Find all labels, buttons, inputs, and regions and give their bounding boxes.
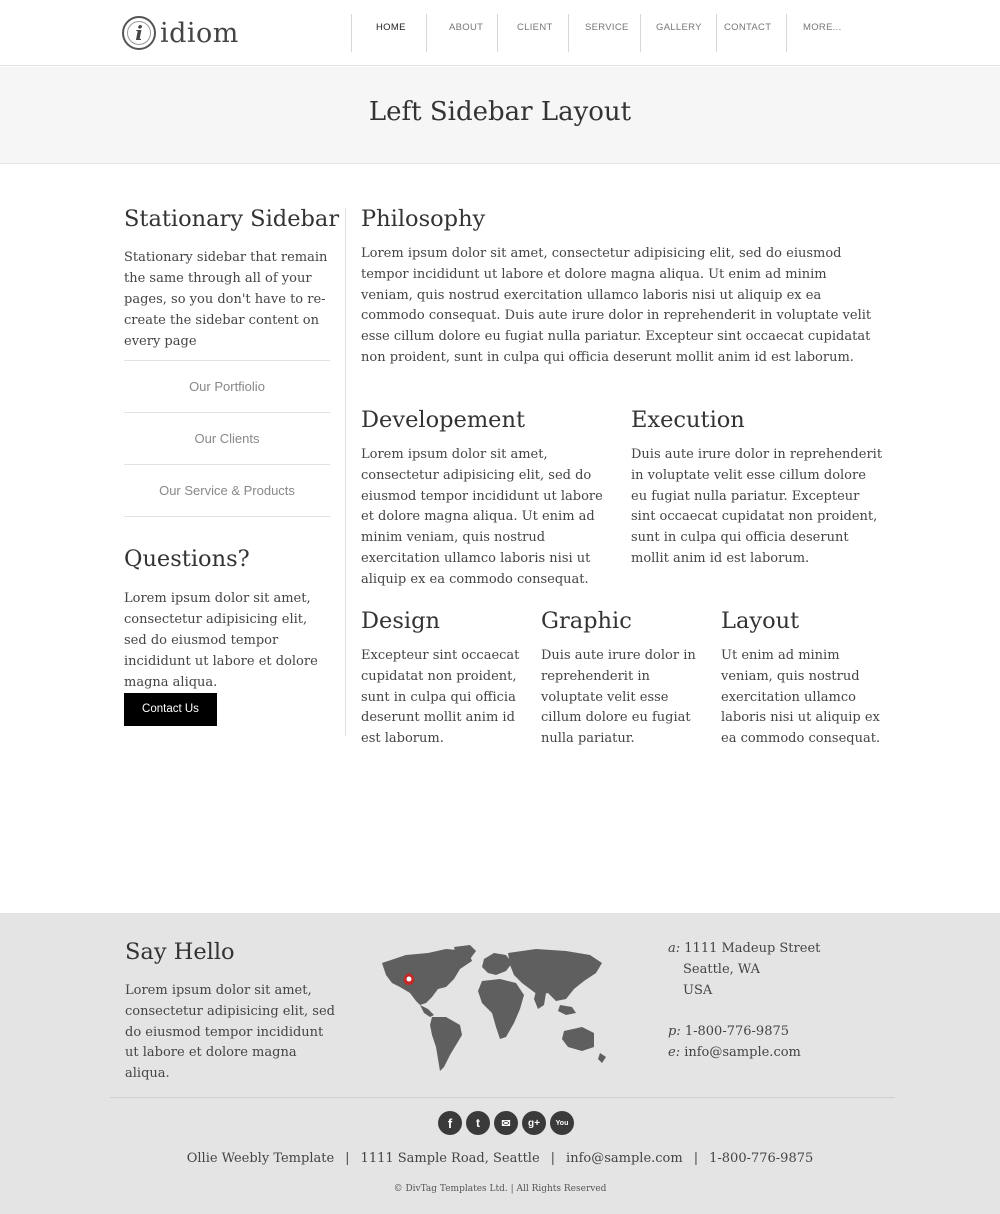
nav-gallery[interactable] — [640, 14, 716, 52]
address-line3: USA — [683, 982, 713, 998]
nav-label: CONTACT — [724, 22, 772, 33]
section-text: Duis aute irure dolor in reprehenderit in voluptate velit esse cillum dolore eu fugiat nulla pariatur. — [541, 648, 696, 747]
nav-label: SERVICE — [585, 22, 629, 33]
questions-text: Lorem ipsum dolor sit amet, consectetur adipisicing elit, sed do eiusmod tempor incididunt ut labore et dolore magna aliqua. — [124, 591, 318, 690]
sidebar-item-portfolio[interactable]: Our Portfiolio — [124, 361, 330, 413]
nav-contact[interactable] — [716, 14, 786, 52]
phone-label: p: — [668, 1024, 681, 1040]
design-section — [361, 608, 523, 750]
nav-client[interactable] — [497, 14, 568, 52]
email-icon[interactable]: ✉ — [494, 1111, 518, 1135]
sidebar-item-services[interactable]: Our Service & Products — [124, 465, 330, 517]
nav-label: GALLERY — [656, 22, 702, 33]
facebook-icon[interactable]: f — [438, 1111, 462, 1135]
world-map-icon — [376, 943, 612, 1073]
nav-label: MORE... — [803, 22, 842, 33]
link-separator: | — [345, 1151, 350, 1166]
sidebar-title: Stationary Sidebar — [124, 206, 340, 232]
graphic-section — [541, 608, 706, 750]
sidebar-divider — [345, 208, 346, 736]
section-title: Graphic — [541, 608, 632, 634]
site-footer — [0, 913, 1000, 1214]
nav-label: ABOUT — [449, 22, 484, 33]
sidebar-item-clients[interactable]: Our Clients — [124, 413, 330, 465]
site-header — [0, 0, 1000, 66]
email-label: e: — [668, 1044, 681, 1060]
section-text: Duis aute irure dolor in reprehenderit in voluptate velit esse cillum dolore eu fugiat nulla pariatur. Excepteur sint occaecat cupidatat non proident, sunt in culpa qui officia deserunt mollit anim id est laborum. — [631, 447, 883, 566]
youtube-icon[interactable]: You — [550, 1111, 574, 1135]
footer-links — [0, 1151, 1000, 1166]
footer-phone: 1-800-776-9875 — [684, 1024, 790, 1040]
section-title: Layout — [721, 608, 800, 634]
copyright: © DivTag Templates Ltd. | All Rights Reserved — [393, 1184, 607, 1194]
sidebar-menu — [124, 360, 330, 517]
nav-home[interactable] — [351, 14, 427, 52]
execution-section — [631, 407, 883, 570]
sidebar-text: Stationary sidebar that remain the same through all of your pages, so you don't have to re-create the sidebar content on every page — [124, 250, 328, 349]
section-title: Developement — [361, 407, 526, 433]
page-title: Left Sidebar Layout — [368, 97, 632, 127]
section-title: Execution — [631, 407, 745, 433]
footer-text: Lorem ipsum dolor sit amet, consectetur adipisicing elit, sed do eiusmod tempor incididunt ut labore et dolore magna aliqua. — [125, 983, 335, 1082]
page-banner — [0, 67, 1000, 164]
questions-title: Questions? — [124, 546, 250, 572]
address-line1: 1111 Madeup Street — [684, 941, 821, 956]
section-text: Ut enim ad minim veniam, quis nostrud exercitation ullamco laboris nisi ut aliquip ex ea commodo consequat. — [721, 648, 881, 747]
footer-address — [668, 939, 820, 1064]
nav-about[interactable] — [426, 14, 497, 52]
address-line2: Seattle, WA — [683, 961, 761, 977]
layout-section — [721, 608, 883, 750]
social-links — [438, 1111, 574, 1135]
logo-text: idiom — [160, 17, 239, 49]
footer-email[interactable]: info@sample.com — [684, 1044, 801, 1060]
logo[interactable] — [122, 14, 239, 52]
nav-service[interactable] — [568, 14, 640, 52]
section-text: Lorem ipsum dolor sit amet, consectetur adipisicing elit, sed do eiusmod tempor incididunt ut labore et dolore magna aliqua. Ut enim ad minim veniam, quis nostrud exercitation ullamco laboris nisi ut aliquip ex ea commodo consequat. Duis aute irure dolor in reprehenderit in voluptate velit esse cillum dolore eu fugiat nulla pariatur. Excepteur sint occaecat cupidatat non proident, sunt in culpa qui officia deserunt mollit anim id est laborum. — [361, 246, 872, 365]
footer-link-email[interactable]: info@sample.com — [566, 1151, 683, 1166]
section-title: Philosophy — [361, 206, 486, 232]
section-text: Lorem ipsum dolor sit amet, consectetur adipisicing elit, sed do eiusmod tempor incididunt ut labore et dolore magna aliqua. Ut enim ad minim veniam, quis nostrud exercitation ullamco laboris nisi ut aliquip ex ea commodo consequat. — [361, 447, 603, 587]
section-title: Design — [361, 608, 440, 634]
link-separator: | — [550, 1151, 556, 1166]
footer-link-template[interactable]: Ollie Weebly Template — [186, 1151, 335, 1166]
footer-divider — [110, 1097, 895, 1098]
google-plus-icon[interactable]: g+ — [522, 1111, 546, 1135]
nav-label: HOME — [376, 22, 406, 33]
link-separator: | — [693, 1151, 699, 1166]
nav-more[interactable] — [786, 14, 866, 52]
footer-link-phone[interactable]: 1-800-776-9875 — [709, 1151, 814, 1166]
twitter-icon[interactable]: t — [466, 1111, 490, 1135]
nav-label: CLIENT — [517, 22, 553, 33]
section-text: Excepteur sint occaecat cupidatat non proident, sunt in culpa qui officia deserunt mollit anim id est laborum. — [361, 648, 520, 747]
logo-mark-icon: i — [122, 16, 156, 50]
philosophy-section — [361, 206, 881, 369]
address-label: a: — [668, 941, 681, 956]
development-section — [361, 407, 606, 591]
contact-us-button[interactable]: Contact Us — [124, 693, 217, 726]
footer-link-address[interactable]: 1111 Sample Road, Seattle — [360, 1151, 540, 1166]
footer-title: Say Hello — [125, 939, 235, 965]
